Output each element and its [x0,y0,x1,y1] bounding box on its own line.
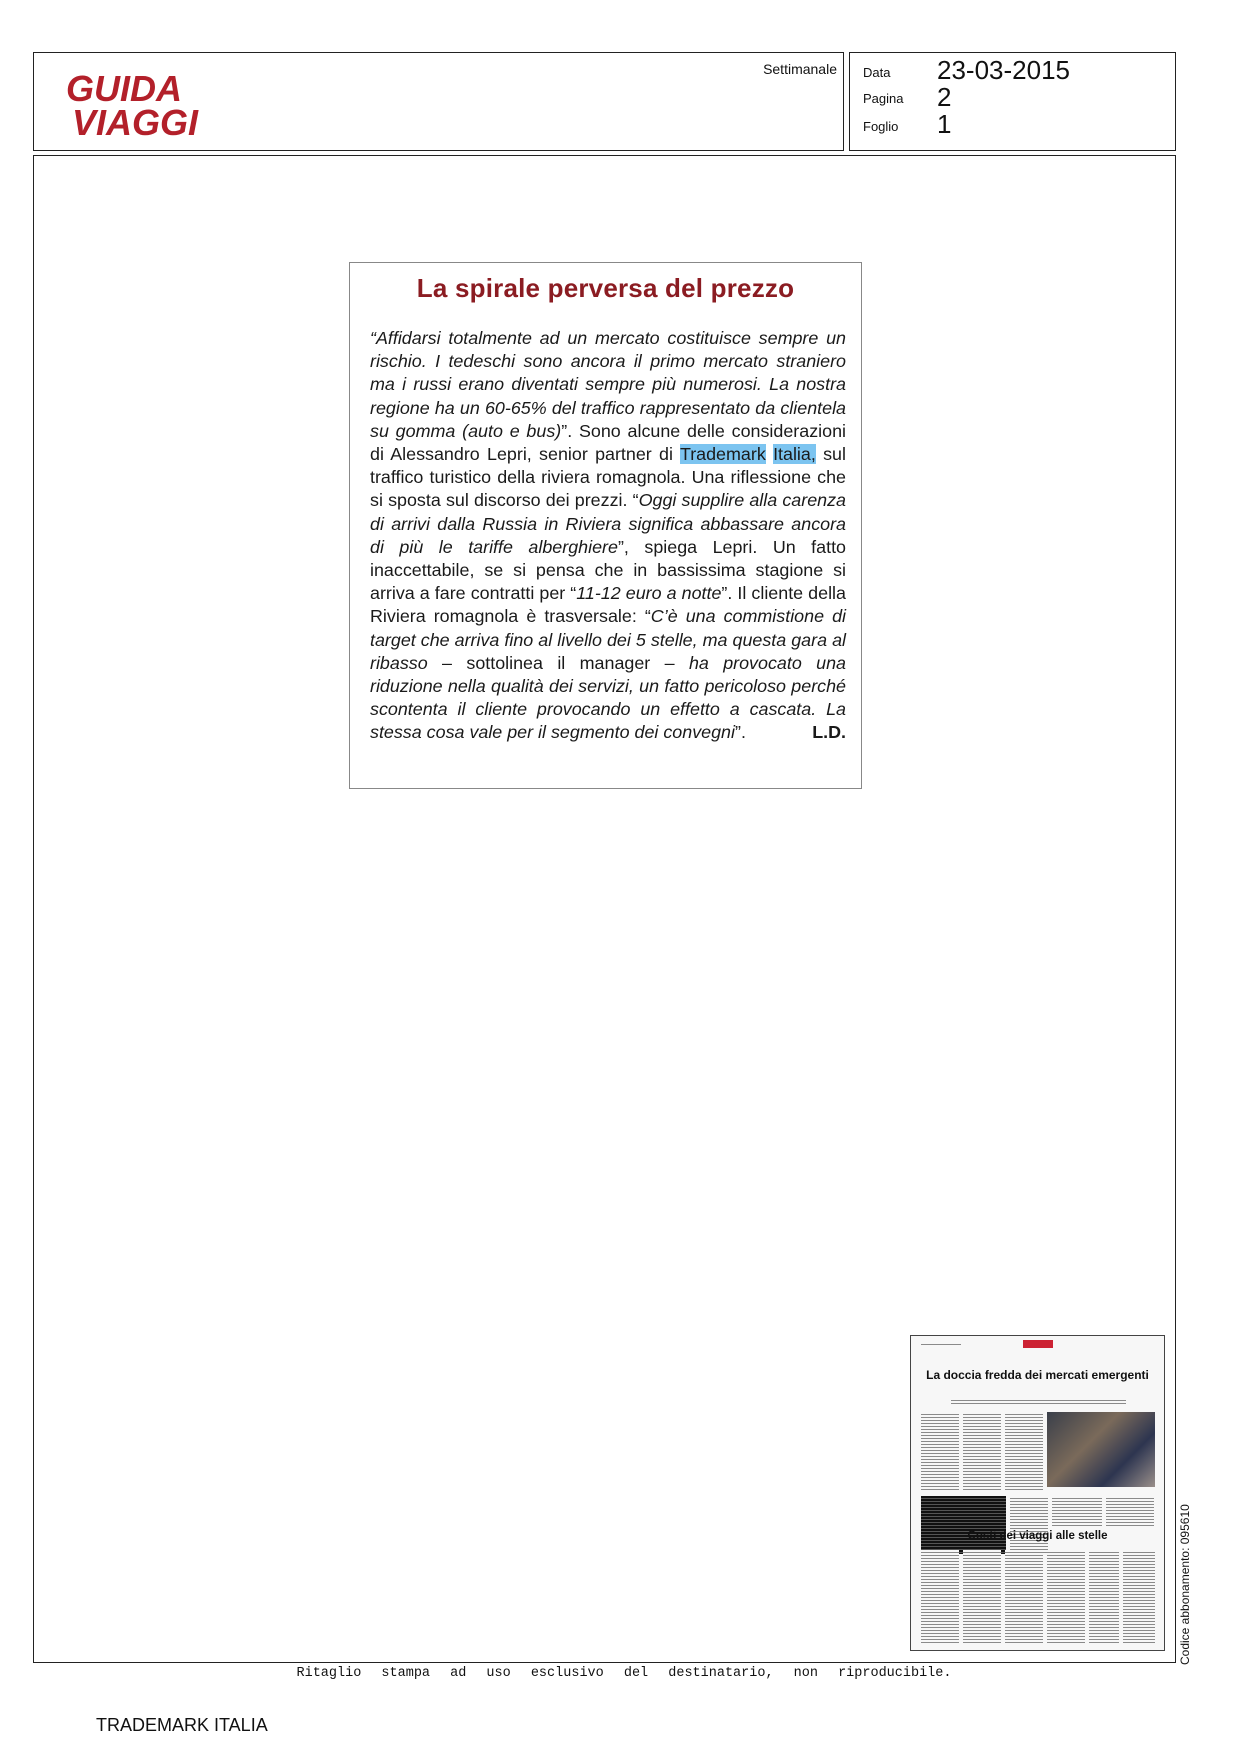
masthead-box [33,52,844,151]
thumb-column [1106,1496,1154,1526]
page-value: 2 [937,82,952,112]
thumb-column [963,1550,1001,1644]
metadata-box [849,52,1176,151]
sheet-label: Foglio [863,119,899,134]
article-headline: La spirale perversa del prezzo [416,273,795,303]
quote-2: Oggi supplire alla carenza di arrivi dalla Russia in Riviera significa abbassare ancora di più le tariffe alberghiere [370,490,847,557]
footer-divider [33,1662,1176,1663]
thumb-column [921,1550,959,1644]
date-label: Data [863,65,891,80]
sheet-value: 1 [937,109,952,139]
client-label: TRADEMARK ITALIA [96,1715,268,1735]
article-body [370,327,846,745]
logo-line2: VIAGGI [72,102,199,143]
thumb-dark-box [921,1496,1006,1554]
thumb-photo [1047,1412,1155,1487]
text-3: ”, spiega Lepri. Un fatto inaccettabile, se si pensa che in bassissima stagione si arriva a fare contratti per “ [370,536,846,604]
thumb-section-tag [1023,1340,1053,1348]
thumb-column [1089,1550,1119,1644]
thumb-column [1123,1550,1155,1644]
quote-5: ha provocato una riduzione nella qualità dei servizi, un fatto pericoloso perché scontenta il cliente provocando un effetto a cascata. La stessa cosa vale per il segmento dei convegni [370,652,846,743]
guida-viaggi-logo [64,63,214,143]
thumb-subhead: Costi dei viaggi alle stelle [967,1530,1108,1542]
frequency-label: Settimanale [763,61,837,77]
thumb-column [921,1412,959,1492]
quote-4: C’è una commistione di target che arriva fino al livello dei 5 stelle, ma questa gara al ribasso [370,606,846,673]
text-6: ”. [734,722,746,743]
subscription-code: Codice abbonamento: 095610 [1178,1504,1192,1665]
thumb-column [1005,1412,1043,1492]
logo-line1: GUIDA [66,68,182,109]
thumb-topline [921,1342,961,1346]
thumb-column [1047,1550,1085,1644]
thumb-column [1010,1496,1048,1554]
thumb-column [1052,1496,1102,1526]
page-thumbnail [910,1335,1165,1651]
text-4: ”. Il cliente della Riviera romagnola è trasversale: “ [370,583,846,627]
page-label: Pagina [863,91,904,106]
highlight-italia: Italia, [773,444,816,465]
thumb-headline: La doccia fredda dei mercati emergenti [926,1368,1149,1382]
article-box [349,262,862,789]
text-2: sul traffico turistico della riviera romagnola. Una riflessione che si sposta sul discorso dei prezzi. “ [370,444,846,511]
quote-3: 11-12 euro a notte [576,583,722,604]
thumb-subheadline [951,1398,1126,1404]
thumb-column [1005,1550,1043,1644]
quote-1: “Affidarsi totalmente ad un mercato costituisce sempre un rischio. I tedeschi sono ancora il primo mercato straniero ma i russi erano diventati sempre più numerosi. La nostra regione ha un 60-65% del traffico rappresentato da clientela su gomma (auto e bus) [370,328,846,441]
thumb-column [963,1412,1001,1492]
date-value: 23-03-2015 [937,55,1070,85]
text-5: – sottolinea il manager – [427,652,689,673]
article-signature: L.D. [812,722,846,743]
disclaimer-text: Ritaglio stampa ad uso esclusivo del destinatario, non riproducibile. [296,1666,952,1681]
highlight-trademark: Trademark [679,444,766,465]
text-1: ”. Sono alcune delle considerazioni di Alessandro Lepri, senior partner di [370,420,847,465]
